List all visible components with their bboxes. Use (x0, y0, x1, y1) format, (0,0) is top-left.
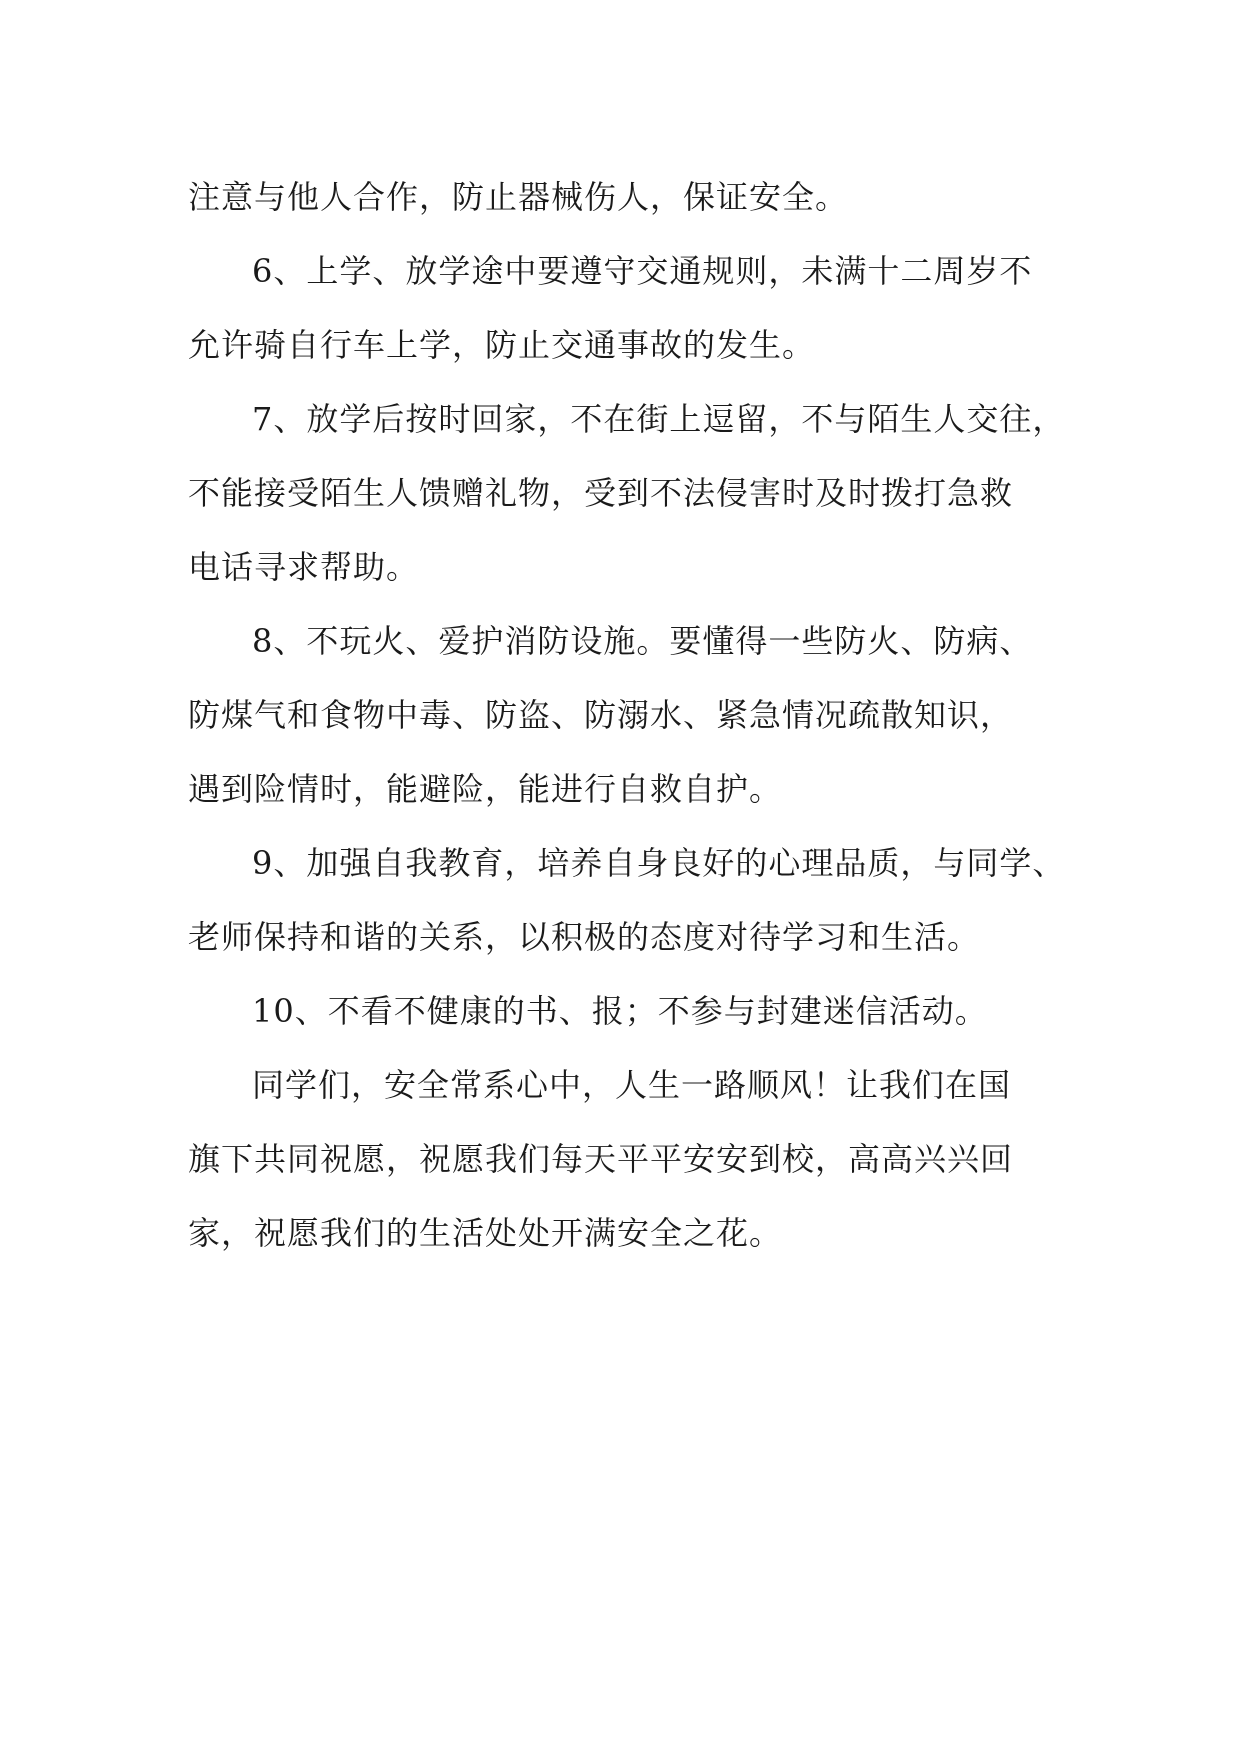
text-line: 电话寻求帮助。 (188, 548, 420, 586)
text-line: 不能接受陌生人馈赠礼物，受到不法侵害时及时拨打急救 (188, 474, 1014, 512)
text-line: 6、上学、放学途中要遵守交通规则，未满十二周岁不 (252, 252, 1033, 290)
text-line: 10、不看不健康的书、报；不参与封建迷信活动。 (252, 992, 988, 1030)
document-body (188, 160, 1108, 1270)
text-line: 9、加强自我教育，培养自身良好的心理品质，与同学、 (252, 844, 1066, 882)
text-line: 允许骑自行车上学，防止交通事故的发生。 (188, 326, 816, 364)
text-line: 家，祝愿我们的生活处处开满安全之花。 (188, 1214, 783, 1252)
text-line: 旗下共同祝愿，祝愿我们每天平平安安到校，高高兴兴回 (188, 1140, 1014, 1178)
text-line: 防煤气和食物中毒、防盗、防溺水、紧急情况疏散知识， (188, 696, 1014, 734)
text-line: 同学们，安全常系心中，人生一路顺风！让我们在国 (252, 1066, 1012, 1104)
text-line: 7、放学后按时回家，不在街上逗留，不与陌生人交往， (252, 400, 1066, 438)
text-line: 注意与他人合作，防止器械伤人，保证安全。 (188, 178, 849, 216)
text-line: 遇到险情时，能避险，能进行自救自护。 (188, 770, 783, 808)
text-line: 老师保持和谐的关系，以积极的态度对待学习和生活。 (188, 918, 981, 956)
text-line: 8、不玩火、爱护消防设施。要懂得一些防火、防病、 (252, 622, 1033, 660)
